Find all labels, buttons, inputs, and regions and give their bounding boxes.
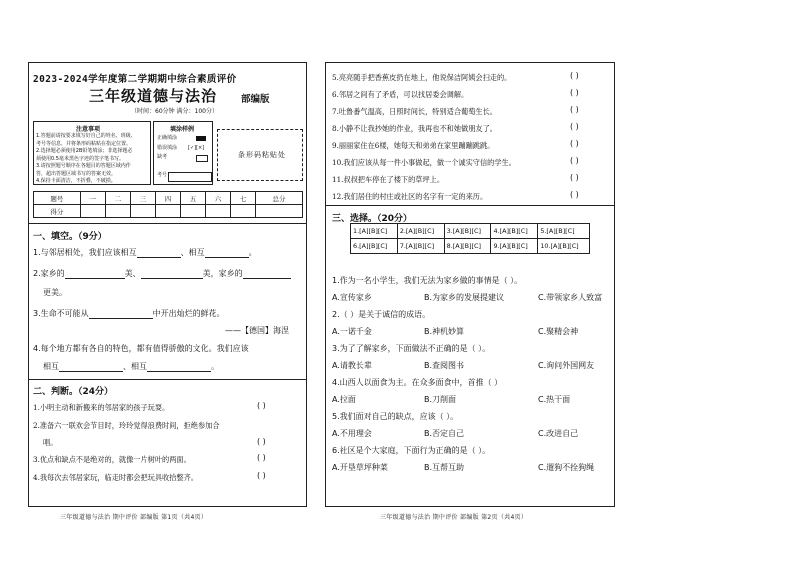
notes-title: 注意事项 <box>76 126 101 133</box>
choice-q5-a: A.不用理会 <box>332 429 372 438</box>
choice-q2: 2.（ ）是关于诚信的成语。 <box>332 310 431 319</box>
answer-sheet-table <box>350 223 590 254</box>
page-title: 三年级道德与法治 <box>89 87 218 105</box>
wrong-sample-icon: [✓][×] <box>188 145 205 151</box>
absent-label: 缺考 <box>157 154 168 160</box>
choice-q1: 1.作为一名小学生，我们无法为家乡做的事情是（ ）。 <box>332 276 523 285</box>
answer-paren[interactable]: ( ) <box>257 471 266 480</box>
choice-q1-b: B.为家乡的发展提建议 <box>424 293 505 302</box>
right-page <box>325 62 615 507</box>
score-header-row: 题号 一 二 三 四 五 六 七 总分 <box>34 192 303 205</box>
judge-item-9: 9.丽丽家住在6楼，她每天和弟弟在家里蹦蹦跳跳。 <box>332 141 495 150</box>
choice-q2-a: A.一诺千金 <box>332 327 372 336</box>
time-score-line: （时间：60分钟 满分：100分） <box>131 108 218 115</box>
exam-no-label: 考号 <box>157 172 168 178</box>
choice-q4: 4.山西人以面食为主。在众多面食中，首推（ ） <box>332 378 503 387</box>
answer-bubbles[interactable]: 3.[A][B][C] <box>444 224 491 239</box>
answer-bubbles[interactable]: 8.[A][B][C] <box>444 239 491 254</box>
choice-q3-b: B.查阅图书 <box>424 361 465 370</box>
judge-item-6: 6.邻居之间有了矛盾，可以找居委会调解。 <box>332 90 469 99</box>
fill-guide-title: 填涂样例 <box>170 126 195 133</box>
left-footer: 三年级道德与法治 期中评价 部编版 第1页（共4页） <box>60 514 208 521</box>
choice-q2-b: B.神机妙算 <box>424 327 465 336</box>
wrong-fill-label: 错误填涂 <box>157 145 178 151</box>
answer-bubbles[interactable]: 4.[A][B][C] <box>491 224 538 239</box>
answer-paren[interactable]: ( ) <box>570 105 579 114</box>
answer-bubbles[interactable]: 9.[A][B][C] <box>491 239 538 254</box>
judge-item-7: 7.吐鲁番气温高，日照时间长，特别适合葡萄生长。 <box>332 107 497 116</box>
blank-input[interactable] <box>205 249 249 258</box>
section-judge-title: 二、判断。（24分） <box>33 387 114 397</box>
answer-paren[interactable]: ( ) <box>257 437 266 446</box>
score-value-row: 得分 <box>34 205 303 218</box>
section-choice-title: 三、选择。（20分） <box>332 214 413 224</box>
fill-q4: 4.每个地方都有各自的特色，都有值得骄傲的文化。我们应该 <box>33 344 249 353</box>
choice-q6: 6.社区是个大家庭，下面行为正确的是（ ）。 <box>332 446 491 455</box>
left-page <box>28 62 307 507</box>
judge-item-12: 12.我们居住的村庄或社区的名字有一定的来历。 <box>332 192 488 201</box>
choice-q5-c: C.改进自己 <box>538 429 579 438</box>
choice-q6-b: B.互帮互助 <box>424 463 465 472</box>
barcode-label: 条形码粘贴处 <box>238 151 286 159</box>
answer-bubbles[interactable]: 2.[A][B][C] <box>397 224 444 239</box>
choice-q4-c: C.热干面 <box>538 395 571 404</box>
exam-no-field[interactable] <box>168 172 212 182</box>
fill-q1: 1.与邻居相处，我们应该相互 、相互 。 <box>33 248 257 257</box>
blank-input[interactable] <box>243 270 291 279</box>
choice-q6-a: A.开垦草坪种菜 <box>332 463 388 472</box>
choice-q5-b: B.否定自己 <box>424 429 465 438</box>
fill-guide-box <box>153 121 213 185</box>
judge-item-4: 4.我每次去邻居家玩，临走时都会把玩具收拾整齐。 <box>33 473 198 482</box>
choice-q3-c: C.询问外国网友 <box>538 361 595 370</box>
right-footer: 三年级道德与法治 期中评价 部编版 第2页（共4页） <box>380 514 528 521</box>
answer-paren[interactable]: ( ) <box>257 401 266 410</box>
answer-row-1 <box>351 224 590 239</box>
filled-sample-icon <box>196 136 206 141</box>
answer-row-2 <box>351 239 590 254</box>
fill-q3-quote-source: ——【德国】海涅 <box>225 326 289 335</box>
fill-q4-cont: 相互 、相互 。 <box>43 362 219 371</box>
notes-box <box>33 121 151 185</box>
section-fill-title: 一、填空。（9分） <box>33 232 107 242</box>
blank-input[interactable] <box>137 249 181 258</box>
answer-paren[interactable]: ( ) <box>570 156 579 165</box>
choice-q5: 5.我们面对自己的缺点，应该（ ）。 <box>332 412 459 421</box>
blank-input[interactable] <box>147 363 211 372</box>
choice-q4-b: B.刀削面 <box>424 395 457 404</box>
judge-item-5: 5.亮亮随手把香蕉皮扔在地上，他说保洁阿姨会扫走的。 <box>332 73 512 82</box>
answer-paren[interactable]: ( ) <box>257 453 266 462</box>
answer-bubbles[interactable]: 10.[A][B][C] <box>538 239 590 254</box>
answer-paren[interactable]: ( ) <box>570 88 579 97</box>
score-table <box>33 191 303 218</box>
divider <box>326 205 614 206</box>
divider <box>29 223 306 224</box>
notes-lines: 1.答题前请按要求填写好自己的姓名、班级、 考号等信息，并将条形码粘贴在指定位置。 2.选择题必须使用2B铅笔填涂；非选择题必 须使用0.5毫米黑色字迹的签字笔书写。 3.请按照题号顺序在各题目的答题区域内作 答，超出答题区域书写的答案无效。 4.保持卡面清洁，不折叠，不破损。 <box>36 133 136 184</box>
answer-bubbles[interactable]: 5.[A][B][C] <box>538 224 590 239</box>
judge-item-2-cont: 唱。 <box>43 438 58 447</box>
choice-q2-c: C.聚精会神 <box>538 327 579 336</box>
choice-q6-c: C.遛狗不拴狗绳 <box>538 463 595 472</box>
divider <box>29 379 306 380</box>
blank-input[interactable] <box>65 270 125 279</box>
judge-item-1: 1.小明主动和新搬来的邻居家的孩子玩耍。 <box>33 403 170 412</box>
choice-q1-a: A.宣传家乡 <box>332 293 372 302</box>
answer-paren[interactable]: ( ) <box>570 139 579 148</box>
judge-item-3: 3.优点和缺点不是绝对的，就像一片树叶的两面。 <box>33 455 191 464</box>
blank-input[interactable] <box>59 363 123 372</box>
choice-q1-c: C.带领家乡人致富 <box>538 293 603 302</box>
exam-header: 2023-2024学年度第二学期期中综合素质评价 <box>33 74 237 85</box>
answer-paren[interactable]: ( ) <box>570 122 579 131</box>
fill-q2: 2.家乡的 美、 美，家乡的 <box>33 268 291 279</box>
correct-fill-label: 正确填涂 <box>157 135 178 141</box>
fill-q2-cont: 更美。 <box>43 288 67 297</box>
judge-item-11: 11.叔叔把车停在了楼下的草坪上。 <box>332 175 445 184</box>
answer-bubbles[interactable]: 6.[A][B][C] <box>351 239 398 254</box>
judge-item-2: 2.准备六一联欢会节目时，玲玲觉得浪费时间，拒绝参加合 <box>33 421 220 430</box>
choice-q3: 3.为了了解家乡，下面做法不正确的是（ ）。 <box>332 344 491 353</box>
answer-paren[interactable]: ( ) <box>570 71 579 80</box>
judge-item-8: 8.小静不让我抄她的作业，我再也不和她做朋友了。 <box>332 124 497 133</box>
blank-input[interactable] <box>89 310 153 319</box>
choice-q3-a: A.请教长辈 <box>332 361 372 370</box>
absent-checkbox[interactable] <box>196 155 208 162</box>
answer-bubbles[interactable]: 1.[A][B][C] <box>351 224 398 239</box>
answer-bubbles[interactable]: 7.[A][B][C] <box>397 239 444 254</box>
judge-item-10: 10.我们应该从每一件小事做起，做一个诚实守信的学生。 <box>332 158 516 167</box>
blank-input[interactable] <box>141 270 203 279</box>
answer-paren[interactable]: ( ) <box>570 190 579 199</box>
answer-paren[interactable]: ( ) <box>570 173 579 182</box>
choice-q4-a: A.拉面 <box>332 395 356 404</box>
edition-label: 部编版 <box>241 94 270 105</box>
fill-q3: 3.生命不可能从 中开出灿烂的鲜花。 <box>33 309 225 318</box>
barcode-area <box>217 129 303 181</box>
